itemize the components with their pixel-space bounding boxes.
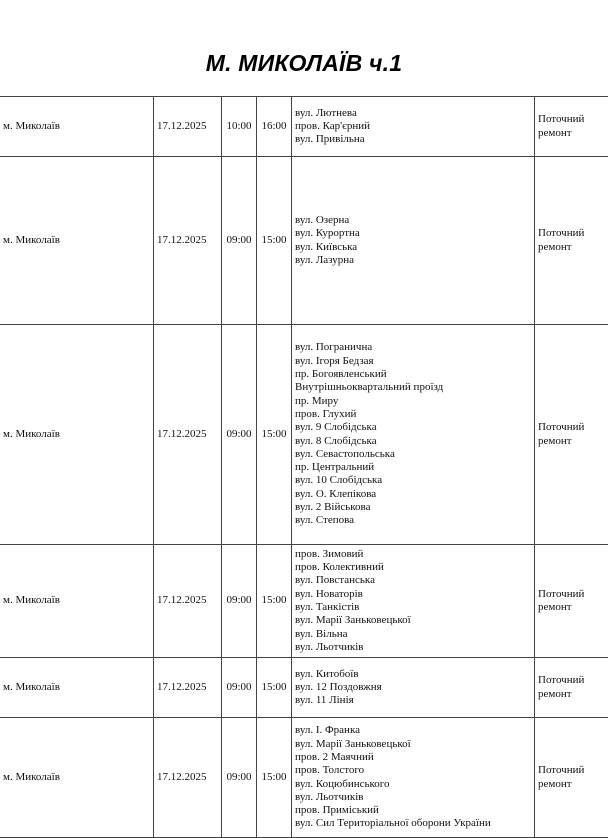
table-row (0, 658, 608, 718)
street-item: вул. Погранична (295, 341, 531, 354)
street-item: вул. Коцюбинського (295, 778, 531, 791)
end-time-cell: 15:00 (257, 325, 292, 545)
work-type-cell: Поточний ремонт (535, 97, 608, 157)
work-type-cell: Поточний ремонт (535, 658, 608, 718)
city-cell: м. Миколаїв (0, 545, 154, 658)
street-item: пр. Миру (295, 395, 531, 408)
street-item: вул. Ігоря Бедзая (295, 355, 531, 368)
street-item: вул. 9 Слобідська (295, 421, 531, 434)
street-item: вул. Озерна (295, 214, 531, 227)
work-type-cell: Поточний ремонт (535, 157, 608, 325)
street-item: вул. Київська (295, 241, 531, 254)
street-item: вул. Степова (295, 514, 531, 527)
street-item: вул. Вільна (295, 628, 531, 641)
table-row (0, 325, 608, 545)
street-item: вул. Севастопольська (295, 448, 531, 461)
street-item: вул. 12 Поздовжня (295, 681, 531, 694)
start-time-cell: 09:00 (222, 545, 257, 658)
city-cell: м. Миколаїв (0, 97, 154, 157)
street-item: вул. Танкістів (295, 601, 531, 614)
street-item: пров. 2 Маячний (295, 751, 531, 764)
table-row (0, 718, 608, 838)
outage-schedule-table (0, 96, 608, 838)
table-row (0, 545, 608, 658)
date-cell: 17.12.2025 (154, 718, 222, 838)
streets-cell (292, 658, 535, 718)
work-type-cell: Поточний ремонт (535, 718, 608, 838)
end-time-cell: 15:00 (257, 545, 292, 658)
date-cell: 17.12.2025 (154, 325, 222, 545)
end-time-cell: 16:00 (257, 97, 292, 157)
street-item: вул. Курортна (295, 227, 531, 240)
street-item: пр. Центральний (295, 461, 531, 474)
street-item: вул. Лютнева (295, 107, 531, 120)
street-item: вул. Льотчиків (295, 791, 531, 804)
page-title: М. МИКОЛАЇВ ч.1 (0, 50, 608, 77)
street-item: вул. Марії Заньковецької (295, 614, 531, 627)
start-time-cell: 10:00 (222, 97, 257, 157)
date-cell: 17.12.2025 (154, 545, 222, 658)
street-item: Внутрішньоквартальний проїзд (295, 381, 531, 394)
start-time-cell: 09:00 (222, 658, 257, 718)
date-cell: 17.12.2025 (154, 97, 222, 157)
start-time-cell: 09:00 (222, 157, 257, 325)
street-item: вул. О. Клепікова (295, 488, 531, 501)
work-type-cell: Поточний ремонт (535, 545, 608, 658)
street-item: вул. Льотчиків (295, 641, 531, 654)
street-item: пров. Толстого (295, 764, 531, 777)
street-item: пров. Кар'єрний (295, 120, 531, 133)
city-cell: м. Миколаїв (0, 718, 154, 838)
city-cell: м. Миколаїв (0, 658, 154, 718)
date-cell: 17.12.2025 (154, 658, 222, 718)
street-item: вул. 11 Лінія (295, 694, 531, 707)
street-item: вул. Привільна (295, 133, 531, 146)
street-item: вул. І. Франка (295, 724, 531, 737)
street-item: вул. Китобоїв (295, 668, 531, 681)
street-item: вул. 8 Слобідська (295, 435, 531, 448)
street-item: пров. Зимовий (295, 548, 531, 561)
street-item: вул. Лазурна (295, 254, 531, 267)
streets-cell (292, 325, 535, 545)
streets-cell (292, 718, 535, 838)
table-row (0, 97, 608, 157)
street-item: вул. Марії Заньковецької (295, 738, 531, 751)
street-item: вул. 2 Військова (295, 501, 531, 514)
streets-cell (292, 97, 535, 157)
city-cell: м. Миколаїв (0, 325, 154, 545)
street-item: вул. Сил Територіальної оборони України (295, 817, 531, 830)
end-time-cell: 15:00 (257, 157, 292, 325)
streets-cell (292, 157, 535, 325)
streets-cell (292, 545, 535, 658)
street-item: пров. Глухий (295, 408, 531, 421)
date-cell: 17.12.2025 (154, 157, 222, 325)
end-time-cell: 15:00 (257, 718, 292, 838)
end-time-cell: 15:00 (257, 658, 292, 718)
city-cell: м. Миколаїв (0, 157, 154, 325)
street-item: вул. Новаторів (295, 588, 531, 601)
street-item: пр. Богоявленський (295, 368, 531, 381)
street-item: пров. Колективний (295, 561, 531, 574)
start-time-cell: 09:00 (222, 325, 257, 545)
work-type-cell: Поточний ремонт (535, 325, 608, 545)
street-item: вул. Повстанська (295, 574, 531, 587)
street-item: вул. 10 Слобідська (295, 474, 531, 487)
street-item: пров. Приміський (295, 804, 531, 817)
start-time-cell: 09:00 (222, 718, 257, 838)
table-row (0, 157, 608, 325)
